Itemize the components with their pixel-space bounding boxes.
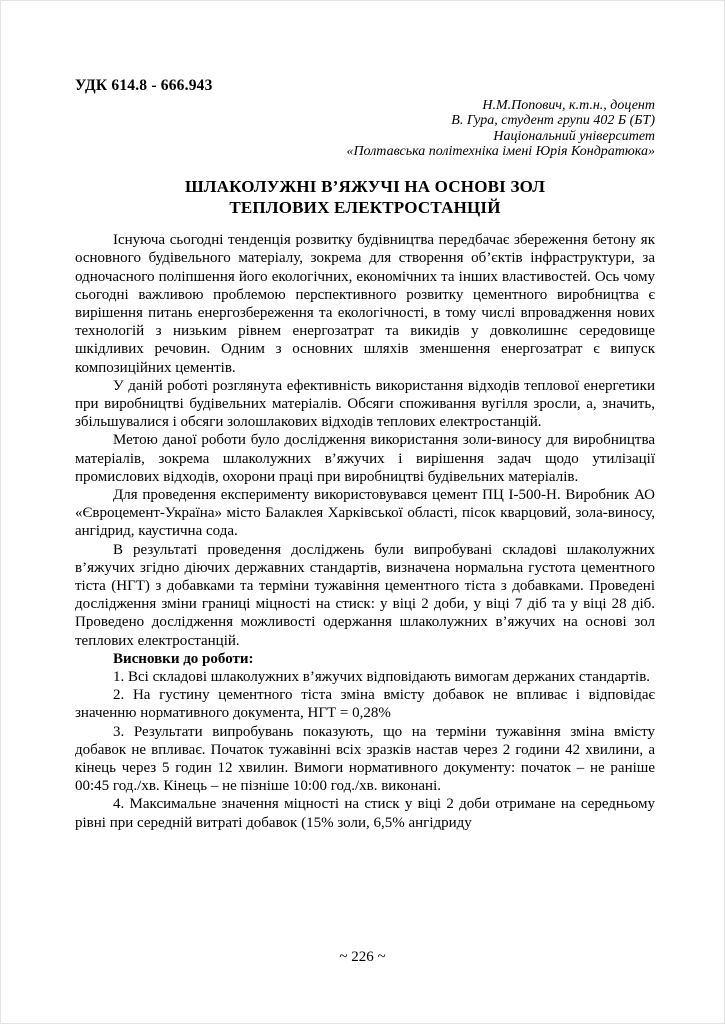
conclusion-item: 1. Всі складові шлаколужних в’яжучих відповідають вимогам держаних стандартів. bbox=[113, 669, 651, 686]
conclusion-item: 2. На густину цементного тіста зміна вмісту добавок не впливає і відповідає значенню нормативного документа, НГТ = 0,28% bbox=[75, 687, 655, 722]
title-line: ШЛАКОЛУЖНІ В’ЯЖУЧІ НА ОСНОВІ ЗОЛ bbox=[184, 177, 546, 197]
author-line: В. Гура, студент групи 402 Б (БТ) bbox=[451, 113, 655, 129]
author-line: Н.М.Попович, к.т.н., доцент bbox=[482, 98, 655, 113]
body-paragraph: Метою даної роботи було дослідження використання золи-виносу для виробництва матеріалів, зокрема шлаколужних в’яжучих і вирішення задач щодо утилізації промислових відходів, охорони праці при виробництві будівельних матеріалів. bbox=[75, 432, 655, 485]
affiliation-line: «Полтавська політехніка імені Юрія Кондратюка» bbox=[346, 143, 655, 159]
author-block bbox=[75, 98, 655, 159]
conclusion-item: 3. Результати випробувань показують, що на терміни тужавіння зміна вмісту добавок не впливає. Початок тужавінні всіх зразків настав через 2 години 42 хвилини, а кінець через 5 годин 12 хвилин. Вимоги нормативного документу: початок – не раніше 00:45 год./хв. Кінець – не пізніше 10:00 год./хв. виконані. bbox=[75, 723, 655, 795]
page-number: ~ 226 ~ bbox=[339, 949, 386, 965]
title-line: ТЕПЛОВИХ ЕЛЕКТРОСТАНЦІЙ bbox=[229, 198, 501, 218]
conclusions-heading: Висновки до роботи: bbox=[113, 650, 254, 667]
affiliation-line: Національний університет bbox=[493, 128, 655, 144]
body-paragraph: Для проведення експерименту використовувався цемент ПЦ І-500-Н. Виробник АО «Євроцемент-Україна» місто Балаклея Харківської області, пісок кварцовий, зола-виносу, ангідрид, каустична сода. bbox=[75, 487, 655, 540]
udc-code: УДК 614.8 - 666.943 bbox=[75, 77, 213, 94]
paper-title bbox=[75, 176, 655, 218]
body-paragraph: В результаті проведення досліджень були випробувані складові шлаколужних в’яжучих згідно діючих державних стандартів, визначена нормальна густота цементного тіста (НГТ) з добавками та терміни тужавіння цементного тіста з добавками. Проведені дослідження зміни границі міцності на стиск: у віці 2 доби, у віці 7 діб та у віці 28 діб. Проведено дослідження можливості одержання шлаколужних в’яжучих на основі зол теплових електростанцій. bbox=[75, 541, 655, 649]
conclusion-item: 4. Максимальне значення міцності на стиск у віці 2 доби отримане на середньому рівні при середній витраті добавок (15% золи, 6,5% ангідриду bbox=[75, 796, 655, 831]
body-paragraph: У даній роботі розглянута ефективність використання відходів теплової енергетики при виробництві будівельних матеріалів. Обсяги споживання вугілля зросли, а, значить, збільшувалися і обсяги золошлакових відходів теплових електростанцій. bbox=[75, 377, 655, 431]
paper-body bbox=[75, 231, 655, 832]
page-content bbox=[75, 76, 655, 832]
body-paragraph: Існуюча сьогодні тенденція розвитку будівництва передбачає збереження бетону як основного будівельного матеріалу, зокрема для створення об’єктів інфраструктури, за одночасного поліпшення його екологічних, економічних та інших властивостей. Ось чому сьогодні важливою проблемою перспективного розвитку цементного виробництва є вирішення питань енергозбереження та екологічності, в тому числі впровадження нових технологій з низьким рівнем енергозатрат та викидів у довколишнє середовище шкідливих речовин. Одним з основних шляхів зменшення енергозатрат є випуск композиційних цементів. bbox=[75, 232, 655, 376]
